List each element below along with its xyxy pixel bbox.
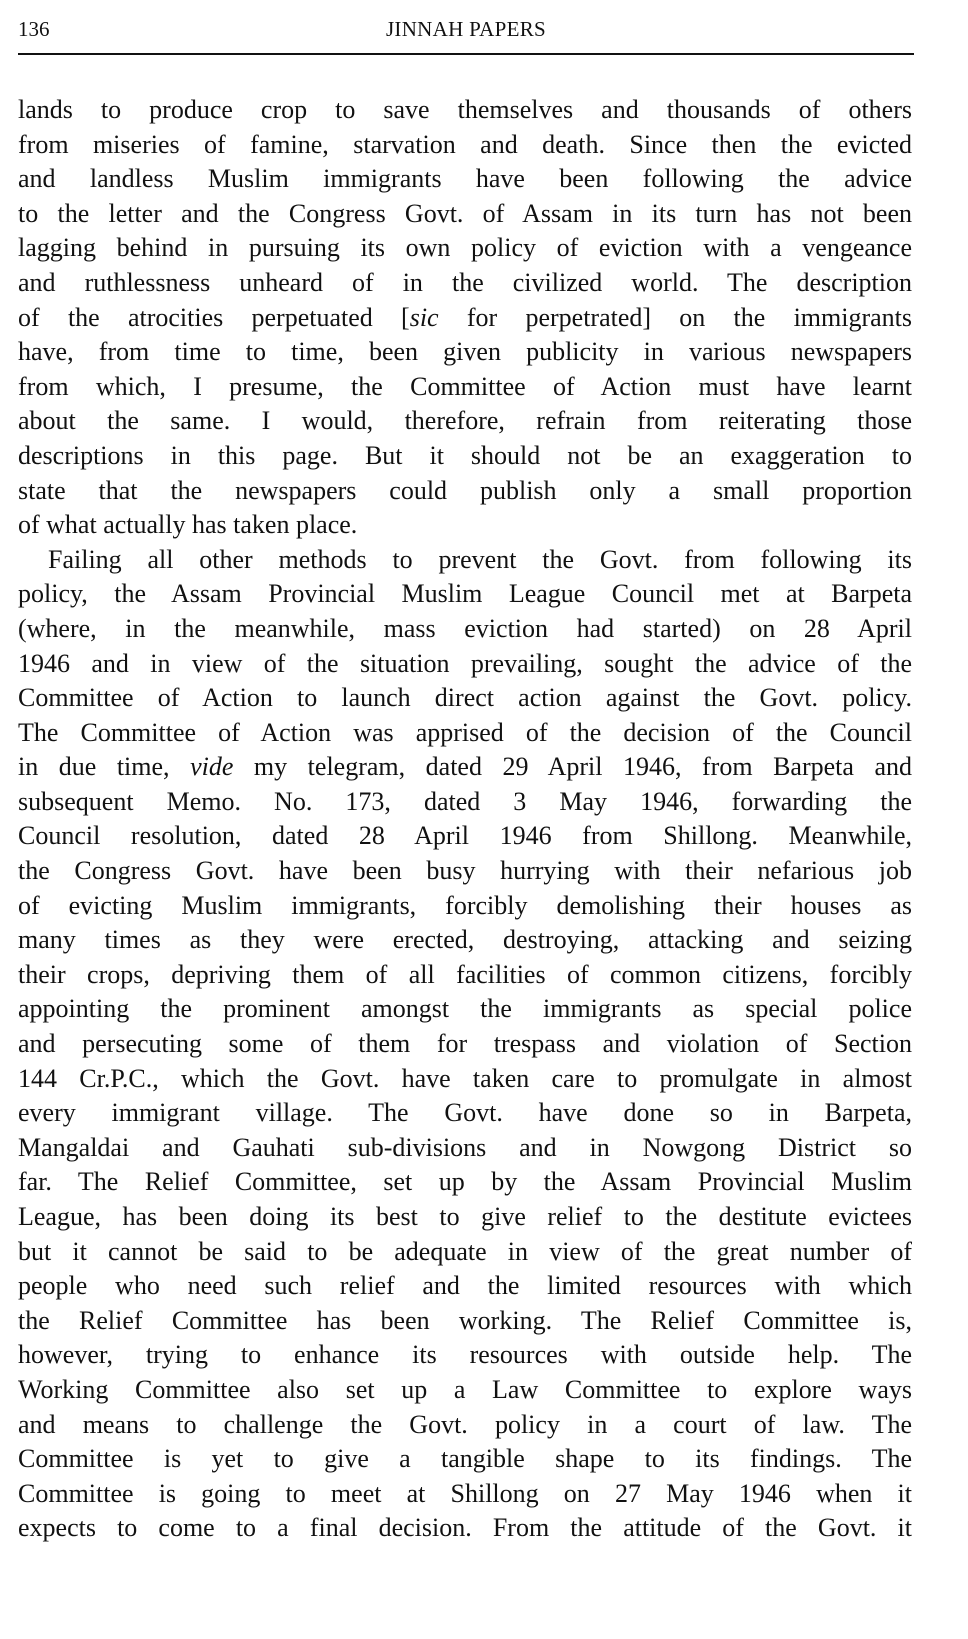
text-line: policy, the Assam Provincial Muslim League Council met at Barpeta bbox=[18, 579, 912, 609]
text-run: my telegram, dated 29 April 1946, from Barpeta and bbox=[253, 752, 912, 782]
text-line: and means to challenge the Govt. policy in a court of law. The bbox=[18, 1409, 912, 1439]
text-line: descriptions in this page. But it should not be an exaggeration to bbox=[18, 440, 912, 470]
text-line: their crops, depriving them of all facilities of common citizens, forcibly bbox=[18, 959, 912, 989]
text-line: have, from time to time, been given publicity in various newspapers bbox=[18, 337, 912, 367]
text-run: in due time, bbox=[18, 752, 170, 782]
header-rule bbox=[18, 53, 914, 55]
italic-text: vide bbox=[190, 752, 234, 782]
text-line bbox=[18, 301, 912, 336]
text-line: people who need such relief and the limited resources with which bbox=[18, 1271, 912, 1301]
text-line: far. The Relief Committee, set up by the Assam Provincial Muslim bbox=[18, 1167, 912, 1197]
text-run: the atrocities perpetuated bbox=[67, 302, 373, 332]
text-line: 144 Cr.P.C., which the Govt. have taken care to promulgate in almost bbox=[18, 1063, 912, 1093]
text-line: and landless Muslim immigrants have been following the advice bbox=[18, 164, 912, 194]
text-line: lagging behind in pursuing its own policy of eviction with a vengeance bbox=[18, 233, 912, 263]
text-line: Working Committee also set up a Law Committee to explore ways bbox=[18, 1374, 912, 1404]
text-line: of what actually has taken place. bbox=[18, 510, 358, 540]
text-line: from which, I presume, the Committee of Action must have learnt bbox=[18, 371, 912, 401]
text-line: about the same. I would, therefore, refrain from reiterating those bbox=[18, 406, 912, 436]
paragraph bbox=[18, 93, 912, 543]
text-line: The Committee of Action was apprised of the decision of the Council bbox=[18, 717, 912, 747]
text-line: Failing all other methods to prevent the Govt. from following its bbox=[48, 544, 912, 574]
paragraph bbox=[18, 543, 912, 1546]
running-title: JINNAH PAPERS bbox=[385, 17, 547, 41]
text-run: for perpetrated] on the immigrants bbox=[466, 302, 912, 332]
text-run: [ bbox=[401, 302, 410, 332]
body-text bbox=[18, 93, 912, 1546]
text-run: of bbox=[18, 302, 40, 332]
running-head bbox=[18, 14, 914, 44]
text-line: appointing the prominent amongst the immigrants as special police bbox=[18, 994, 912, 1024]
text-line: but it cannot be said to be adequate in view of the great number of bbox=[18, 1236, 912, 1266]
text-line: the Relief Committee has been working. The Relief Committee is, bbox=[18, 1305, 912, 1335]
text-line: 1946 and in view of the situation prevailing, sought the advice of the bbox=[18, 648, 912, 678]
text-line: lands to produce crop to save themselves and thousands of others bbox=[18, 95, 912, 124]
text-line: expects to come to a final decision. From the attitude of the Govt. it bbox=[18, 1513, 912, 1543]
text-line: Committee is going to meet at Shillong on 27 May 1946 when it bbox=[18, 1478, 912, 1508]
text-line: League, has been doing its best to give relief to the destitute evictees bbox=[18, 1202, 912, 1231]
text-line: Mangaldai and Gauhati sub-divisions and in Nowgong District so bbox=[18, 1132, 912, 1162]
text-line: from miseries of famine, starvation and death. Since then the evicted bbox=[18, 129, 912, 159]
text-line: Committee is yet to give a tangible shape to its findings. The bbox=[18, 1444, 912, 1474]
text-line: and persecuting some of them for trespass and violation of Section bbox=[18, 1029, 912, 1059]
text-line: however, trying to enhance its resources with outside help. The bbox=[18, 1340, 912, 1370]
text-line: subsequent Memo. No. 173, dated 3 May 1946, forwarding the bbox=[18, 786, 912, 816]
text-line: state that the newspapers could publish only a small proportion bbox=[18, 475, 912, 505]
text-line: of evicting Muslim immigrants, forcibly demolishing their houses as bbox=[18, 890, 912, 920]
text-line: every immigrant village. The Govt. have done so in Barpeta, bbox=[18, 1098, 912, 1128]
text-line bbox=[18, 750, 912, 785]
text-line: and ruthlessness unheard of in the civilized world. The description bbox=[18, 267, 912, 297]
text-line: many times as they were erected, destroying, attacking and seizing bbox=[18, 925, 912, 955]
page-number: 136 bbox=[18, 17, 50, 41]
text-line: the Congress Govt. have been busy hurrying with their nefarious job bbox=[18, 856, 912, 886]
text-line: (where, in the meanwhile, mass eviction had started) on 28 April bbox=[18, 613, 912, 643]
text-line: Committee of Action to launch direct action against the Govt. policy. bbox=[18, 683, 912, 713]
text-line: Council resolution, dated 28 April 1946 from Shillong. Meanwhile, bbox=[18, 821, 912, 851]
text-line: to the letter and the Congress Govt. of Assam in its turn has not been bbox=[18, 198, 912, 228]
italic-text: sic bbox=[409, 302, 439, 332]
